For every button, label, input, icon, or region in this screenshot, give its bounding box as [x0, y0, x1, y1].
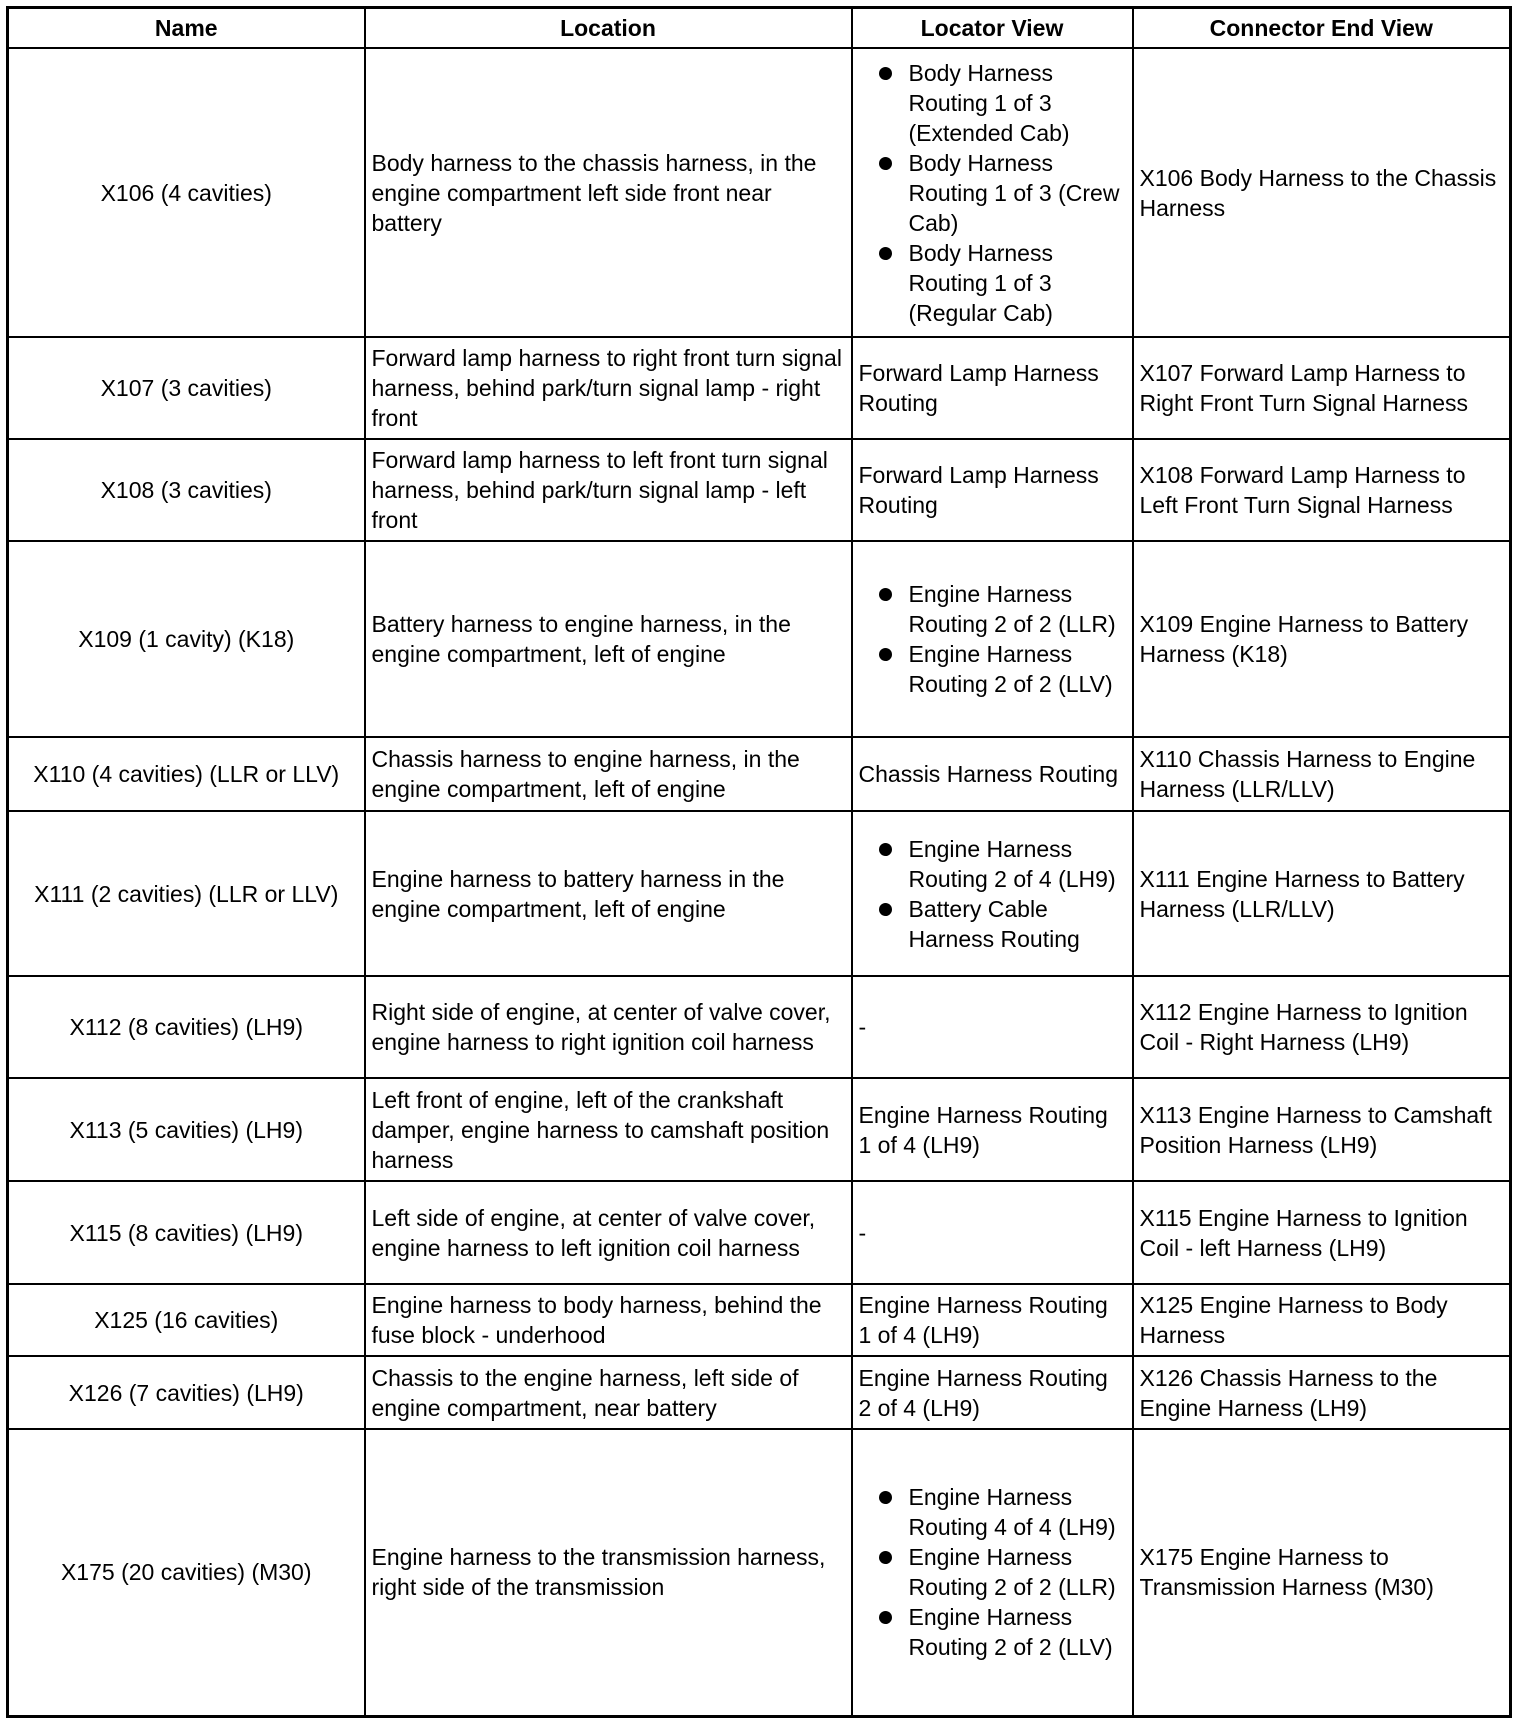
table-row: [8, 811, 1511, 976]
connector-location: Engine harness to body harness, behind the fuse block - underhood: [365, 1284, 852, 1356]
connector-location: Right side of engine, at center of valve cover, engine harness to right ignition coil harness: [365, 976, 852, 1078]
locator-view: Engine Harness Routing 1 of 4 (LH9): [852, 1284, 1133, 1356]
connector-name: X108 (3 cavities): [8, 439, 365, 541]
connector-end-view: X106 Body Harness to the Chassis Harness: [1133, 48, 1511, 337]
locator-list: [859, 58, 1126, 328]
header-row: [8, 8, 1511, 49]
table-row: [8, 1429, 1511, 1716]
connector-end-view: X107 Forward Lamp Harness to Right Front Turn Signal Harness: [1133, 337, 1511, 439]
bullet-icon: [879, 1491, 892, 1504]
locator-view: [852, 811, 1133, 976]
bullet-icon: [879, 247, 892, 260]
connector-name: X110 (4 cavities) (LLR or LLV): [8, 737, 365, 811]
locator-view: Forward Lamp Harness Routing: [852, 337, 1133, 439]
locator-view: [852, 48, 1133, 337]
bullet-icon: [879, 67, 892, 80]
connector-name: X113 (5 cavities) (LH9): [8, 1078, 365, 1181]
header-name: Name: [8, 8, 365, 49]
locator-link[interactable]: Engine Harness Routing 2 of 2 (LLV): [908, 1604, 1113, 1661]
locator-link[interactable]: Engine Harness Routing 4 of 4 (LH9): [908, 1484, 1116, 1541]
locator-list-item: [859, 894, 1126, 954]
locator-link[interactable]: Body Harness Routing 1 of 3 (Regular Cab): [908, 239, 1053, 326]
header-connector-end-view: Connector End View: [1133, 8, 1511, 49]
connector-name: X106 (4 cavities): [8, 48, 365, 337]
bullet-icon: [879, 1551, 892, 1564]
header-locator-view: Locator View: [852, 8, 1133, 49]
connector-end-view: X125 Engine Harness to Body Harness: [1133, 1284, 1511, 1356]
connector-location: Chassis harness to engine harness, in the engine compartment, left of engine: [365, 737, 852, 811]
table-row: [8, 337, 1511, 439]
locator-link[interactable]: Engine Harness Routing 2 of 2 (LLR): [908, 581, 1116, 637]
locator-list-item: [859, 639, 1126, 699]
connector-location: Battery harness to engine harness, in the engine compartment, left of engine: [365, 541, 852, 737]
header-location: Location: [365, 8, 852, 49]
locator-link[interactable]: Battery Cable Harness Routing: [908, 895, 1080, 952]
connector-location: Left front of engine, left of the crankshaft damper, engine harness to camshaft position harness: [365, 1078, 852, 1181]
connector-end-view: X111 Engine Harness to Battery Harness (LLR/LLV): [1133, 811, 1511, 976]
connector-end-view: X126 Chassis Harness to the Engine Harness (LH9): [1133, 1356, 1511, 1429]
bullet-icon: [879, 1611, 892, 1624]
bullet-icon: [879, 903, 892, 916]
locator-link[interactable]: Body Harness Routing 1 of 3 (Extended Cab): [908, 59, 1070, 146]
locator-list-item: [859, 58, 1126, 148]
locator-list-item: [859, 148, 1126, 238]
connector-end-view: X112 Engine Harness to Ignition Coil - Right Harness (LH9): [1133, 976, 1511, 1078]
connector-name: X112 (8 cavities) (LH9): [8, 976, 365, 1078]
locator-view: -: [852, 1181, 1133, 1284]
connector-name: X109 (1 cavity) (K18): [8, 541, 365, 737]
connector-location: Engine harness to the transmission harness, right side of the transmission: [365, 1429, 852, 1716]
connector-location: Engine harness to battery harness in the engine compartment, left of engine: [365, 811, 852, 976]
table-row: [8, 1181, 1511, 1284]
locator-view: -: [852, 976, 1133, 1078]
locator-view: Engine Harness Routing 1 of 4 (LH9): [852, 1078, 1133, 1181]
locator-list-item: [859, 579, 1126, 639]
table-row: [8, 48, 1511, 337]
connector-end-view: X175 Engine Harness to Transmission Harness (M30): [1133, 1429, 1511, 1716]
locator-link[interactable]: Engine Harness Routing 2 of 2 (LLR): [908, 1544, 1116, 1601]
locator-view: [852, 541, 1133, 737]
locator-list-item: [859, 238, 1126, 328]
locator-list-item: [859, 834, 1126, 894]
locator-list: [859, 1482, 1126, 1662]
connector-end-view: X110 Chassis Harness to Engine Harness (LLR/LLV): [1133, 737, 1511, 811]
connector-location: Forward lamp harness to left front turn signal harness, behind park/turn signal lamp - left front: [365, 439, 852, 541]
locator-list: [859, 579, 1126, 699]
locator-list-item: [859, 1542, 1126, 1602]
locator-view: Chassis Harness Routing: [852, 737, 1133, 811]
connector-table: [6, 6, 1512, 1718]
table-row: [8, 1284, 1511, 1356]
connector-name: X175 (20 cavities) (M30): [8, 1429, 365, 1716]
bullet-icon: [879, 588, 892, 601]
locator-list: [859, 834, 1126, 954]
locator-link[interactable]: Body Harness Routing 1 of 3 (Crew Cab): [908, 149, 1120, 236]
bullet-icon: [879, 843, 892, 856]
table-row: [8, 976, 1511, 1078]
bullet-icon: [879, 157, 892, 170]
connector-location: Forward lamp harness to right front turn signal harness, behind park/turn signal lamp - right front: [365, 337, 852, 439]
connector-name: X125 (16 cavities): [8, 1284, 365, 1356]
connector-name: X126 (7 cavities) (LH9): [8, 1356, 365, 1429]
bullet-icon: [879, 648, 892, 661]
table-row: [8, 541, 1511, 737]
table-row: [8, 1078, 1511, 1181]
connector-location: Left side of engine, at center of valve cover, engine harness to left ignition coil harness: [365, 1181, 852, 1284]
locator-view: [852, 1429, 1133, 1716]
connector-end-view: X113 Engine Harness to Camshaft Position Harness (LH9): [1133, 1078, 1511, 1181]
locator-link[interactable]: Engine Harness Routing 2 of 4 (LH9): [908, 835, 1116, 892]
connector-location: Body harness to the chassis harness, in the engine compartment left side front near battery: [365, 48, 852, 337]
connector-name: X115 (8 cavities) (LH9): [8, 1181, 365, 1284]
connector-location: Chassis to the engine harness, left side of engine compartment, near battery: [365, 1356, 852, 1429]
locator-link[interactable]: Engine Harness Routing 2 of 2 (LLV): [908, 641, 1113, 697]
table-row: [8, 439, 1511, 541]
locator-view: Engine Harness Routing 2 of 4 (LH9): [852, 1356, 1133, 1429]
connector-end-view: X109 Engine Harness to Battery Harness (K18): [1133, 541, 1511, 737]
table-row: [8, 737, 1511, 811]
locator-list-item: [859, 1482, 1126, 1542]
connector-name: X107 (3 cavities): [8, 337, 365, 439]
connector-name: X111 (2 cavities) (LLR or LLV): [8, 811, 365, 976]
locator-list-item: [859, 1602, 1126, 1662]
connector-end-view: X115 Engine Harness to Ignition Coil - left Harness (LH9): [1133, 1181, 1511, 1284]
locator-view: Forward Lamp Harness Routing: [852, 439, 1133, 541]
connector-end-view: X108 Forward Lamp Harness to Left Front Turn Signal Harness: [1133, 439, 1511, 541]
table-row: [8, 1356, 1511, 1429]
